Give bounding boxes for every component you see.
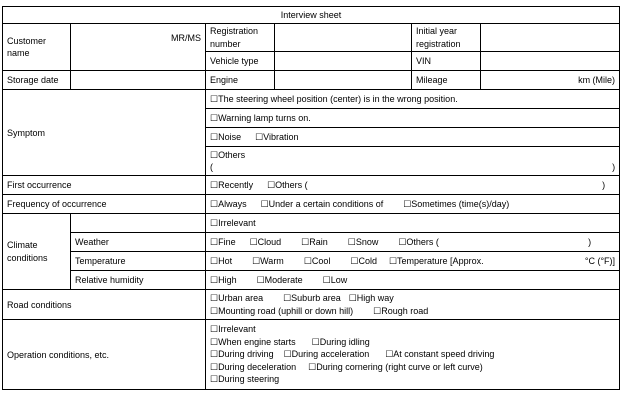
road-urban[interactable]: ☐Urban area xyxy=(210,293,264,303)
first-occurrence-recently[interactable]: ☐Recently xyxy=(210,180,254,190)
humidity-high[interactable]: ☐High xyxy=(210,275,237,285)
frequency-label: Frequency of occurrence xyxy=(3,195,206,214)
operation-idling[interactable]: ☐During idling xyxy=(311,336,370,347)
weather-snow[interactable]: ☐Snow xyxy=(347,237,379,247)
weather-fine[interactable]: ☐Fine xyxy=(210,237,236,247)
registration-number-label: Registration number xyxy=(206,24,275,52)
operation-irrelevant[interactable]: ☐Irrelevant xyxy=(210,324,256,335)
humidity-low[interactable]: ☐Low xyxy=(322,275,348,285)
symptom-others-open-paren: ( xyxy=(210,162,213,172)
road-suburb[interactable]: ☐Suburb area xyxy=(283,293,341,303)
storage-date-label: Storage date xyxy=(3,71,71,90)
mileage-field[interactable] xyxy=(481,71,620,90)
initial-year-registration-field[interactable] xyxy=(481,24,620,52)
customer-title-suffix: MR/MS xyxy=(171,33,201,43)
customer-name-label: Customer name xyxy=(3,24,71,71)
vehicle-type-label: Vehicle type xyxy=(206,52,275,71)
sheet-title: Interview sheet xyxy=(3,7,620,24)
operation-conditions-label: Operation conditions, etc. xyxy=(3,320,206,390)
weather-rain[interactable]: ☐Rain xyxy=(301,237,328,247)
symptom-others-close-paren: ) xyxy=(612,162,616,172)
temperature-warm[interactable]: ☐Warm xyxy=(252,256,284,266)
operation-driving[interactable]: ☐During driving xyxy=(210,349,274,360)
frequency-always[interactable]: ☐Always xyxy=(210,199,247,209)
temperature-options xyxy=(206,252,620,271)
operation-engine-starts[interactable]: ☐When engine starts xyxy=(210,336,296,347)
symptom-option-others[interactable]: ☐Others xyxy=(210,149,246,160)
initial-year-registration-label: Initial year registration xyxy=(412,24,481,52)
operation-cornering[interactable]: ☐During cornering (right curve or left curve) xyxy=(308,361,483,372)
weather-cloud[interactable]: ☐Cloud xyxy=(249,237,282,247)
climate-irrelevant[interactable]: ☐Irrelevant xyxy=(206,214,620,233)
road-conditions-label: Road conditions xyxy=(3,290,206,320)
operation-constant-speed[interactable]: ☐At constant speed driving xyxy=(385,349,495,360)
temperature-cool[interactable]: ☐Cool xyxy=(303,256,331,266)
frequency-under-conditions[interactable]: ☐Under a certain conditions of xyxy=(260,199,384,209)
weather-options xyxy=(206,233,620,252)
customer-name-field[interactable] xyxy=(71,24,206,71)
mileage-unit: km (Mile) xyxy=(578,75,616,85)
symptom-option-steering[interactable]: ☐The steering wheel position (center) is in the wrong position. xyxy=(206,90,620,109)
frequency-options xyxy=(206,195,620,214)
symptom-option-warning-lamp[interactable]: ☐Warning lamp turns on. xyxy=(206,109,620,128)
first-occurrence-label: First occurrence xyxy=(3,176,206,195)
first-occurrence-others[interactable]: ☐Others ( xyxy=(267,180,308,190)
road-options xyxy=(206,290,620,320)
symptom-noise-vibration-row xyxy=(206,128,620,147)
first-occurrence-options xyxy=(206,176,620,195)
weather-close-paren: ) xyxy=(588,237,592,247)
operation-deceleration[interactable]: ☐During deceleration xyxy=(210,361,297,372)
interview-table xyxy=(2,6,620,390)
temperature-approx[interactable]: ☐Temperature [Approx. xyxy=(388,256,484,266)
storage-date-field[interactable] xyxy=(71,71,206,90)
vin-label: VIN xyxy=(412,52,481,71)
temperature-unit: °C (°F)] xyxy=(584,256,616,266)
symptom-option-noise[interactable]: ☐Noise xyxy=(210,132,242,142)
operation-options xyxy=(206,320,620,390)
operation-acceleration[interactable]: ☐During acceleration xyxy=(283,349,370,360)
road-highway[interactable]: ☐High way xyxy=(348,293,394,303)
weather-label: Weather xyxy=(71,233,206,252)
climate-blank xyxy=(71,214,206,233)
road-mountain[interactable]: ☐Mounting road (uphill or down hill) xyxy=(210,305,354,316)
symptom-others-cell xyxy=(206,147,620,176)
frequency-sometimes[interactable]: ☐Sometimes (time(s)/day) xyxy=(403,199,510,209)
temperature-cold[interactable]: ☐Cold xyxy=(350,256,377,266)
temperature-label: Temperature xyxy=(71,252,206,271)
engine-field[interactable] xyxy=(275,71,412,90)
operation-steering[interactable]: ☐During steering xyxy=(210,374,280,385)
climate-conditions-label: Climate conditions xyxy=(3,214,71,290)
first-occurrence-close-paren: ) xyxy=(602,180,606,190)
temperature-hot[interactable]: ☐Hot xyxy=(210,256,233,266)
vin-field[interactable] xyxy=(481,52,620,71)
mileage-label: Mileage xyxy=(412,71,481,90)
vehicle-type-field[interactable] xyxy=(275,52,412,71)
symptom-label: Symptom xyxy=(3,90,206,176)
humidity-moderate[interactable]: ☐Moderate xyxy=(256,275,303,285)
engine-label: Engine xyxy=(206,71,275,90)
interview-sheet xyxy=(2,6,619,400)
humidity-label: Relative humidity xyxy=(71,271,206,290)
humidity-options xyxy=(206,271,620,290)
registration-number-field[interactable] xyxy=(275,24,412,52)
road-rough[interactable]: ☐Rough road xyxy=(373,305,429,316)
symptom-option-vibration[interactable]: ☐Vibration xyxy=(255,132,299,142)
weather-others[interactable]: ☐Others ( xyxy=(398,237,439,247)
